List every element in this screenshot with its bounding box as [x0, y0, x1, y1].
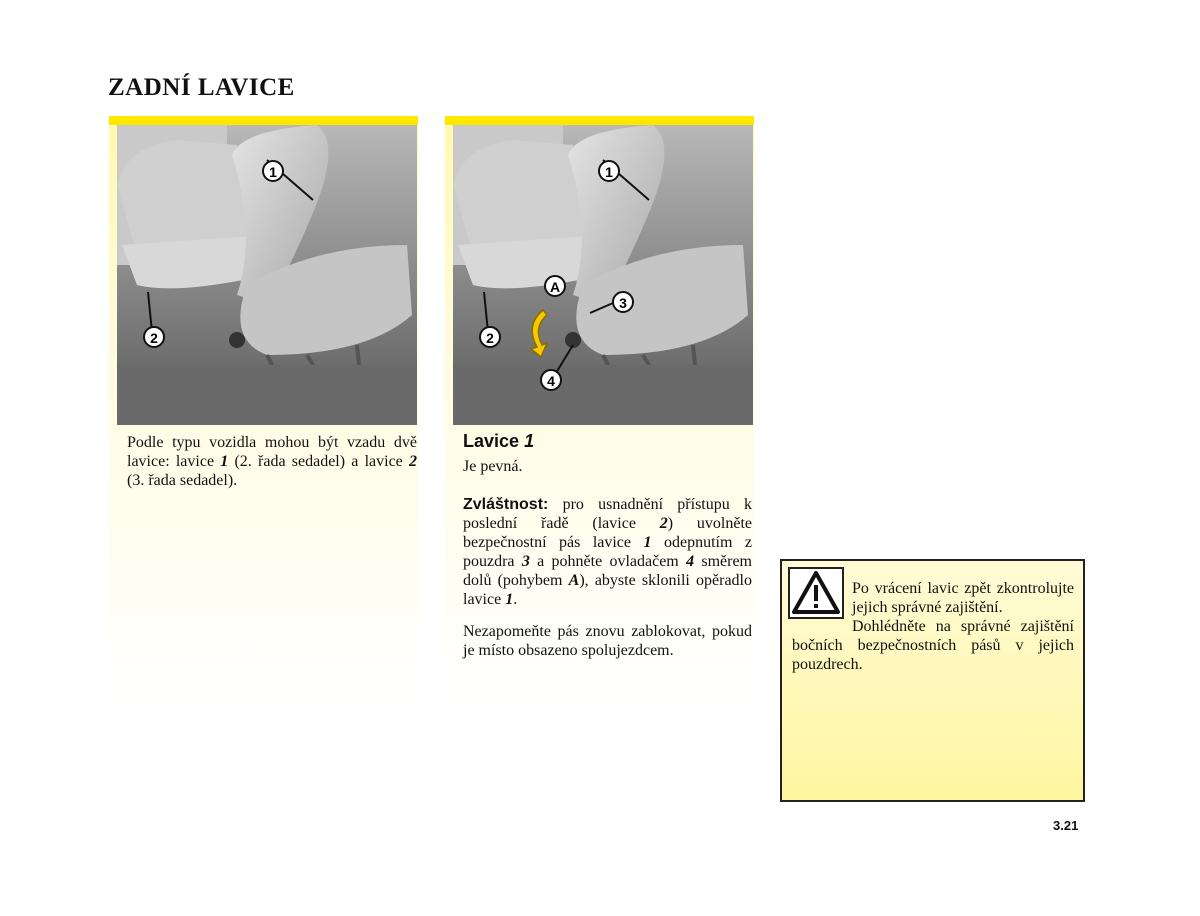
callout-A-label: A [549, 279, 561, 295]
intro-paragraph: Podle typu vozidla mohou být vzadu dvě lavice: lavice 1 (2. řada sedadel) a lavice 2 (3. řada sedadel). [127, 434, 417, 489]
page-title: ZADNÍ LAVICE [108, 74, 295, 101]
callout-1-label: 1 [269, 164, 277, 180]
fixed-bench-text: Je pevná. [463, 458, 523, 475]
middle-column-text [463, 432, 752, 673]
callout-4-label: 4 [547, 373, 555, 389]
special-feature-paragraph: Zvláštnost: pro usnadnění přístupu k poslední řadě (lavice 2) uvolněte bezpečnostní pás lavice 1 odepnutím z pouzdra 3 a pohněte ovladačem 4 směrem dolů (pohybem A), abyste sklonili opěradlo lavice 1. [463, 496, 753, 608]
left-column-accent-bar [109, 116, 418, 125]
warning-text [792, 579, 1074, 674]
warning-box [780, 559, 1085, 802]
page-number: 3.21 [1053, 818, 1079, 833]
callout-2-label: 2 [150, 330, 158, 346]
callout-2-label: 2 [486, 330, 494, 346]
warning-paragraph-1: Po vrácení lavic zpět zkontrolujte jejich správné zajištění. [852, 580, 1074, 616]
callout-3-label: 3 [619, 295, 627, 311]
callout-1-label: 1 [605, 164, 613, 180]
reminder-paragraph: Nezapomeňte pás znovu zablokovat, pokud je místo obsazeno spolujezdcem. [463, 623, 752, 659]
rear-bench-photo-2 [453, 125, 753, 425]
warning-paragraph-2: Dohlédněte na správné zajištění bočních bezpečnostních pásů v jejich pouzdrech. [792, 618, 1074, 673]
special-feature-label: Zvláštnost: [463, 496, 549, 513]
left-column-text [127, 433, 417, 503]
bench-1-heading: Lavice 1 [463, 431, 535, 451]
middle-column-accent-bar [445, 116, 754, 125]
rear-bench-photo-1 [117, 125, 417, 425]
